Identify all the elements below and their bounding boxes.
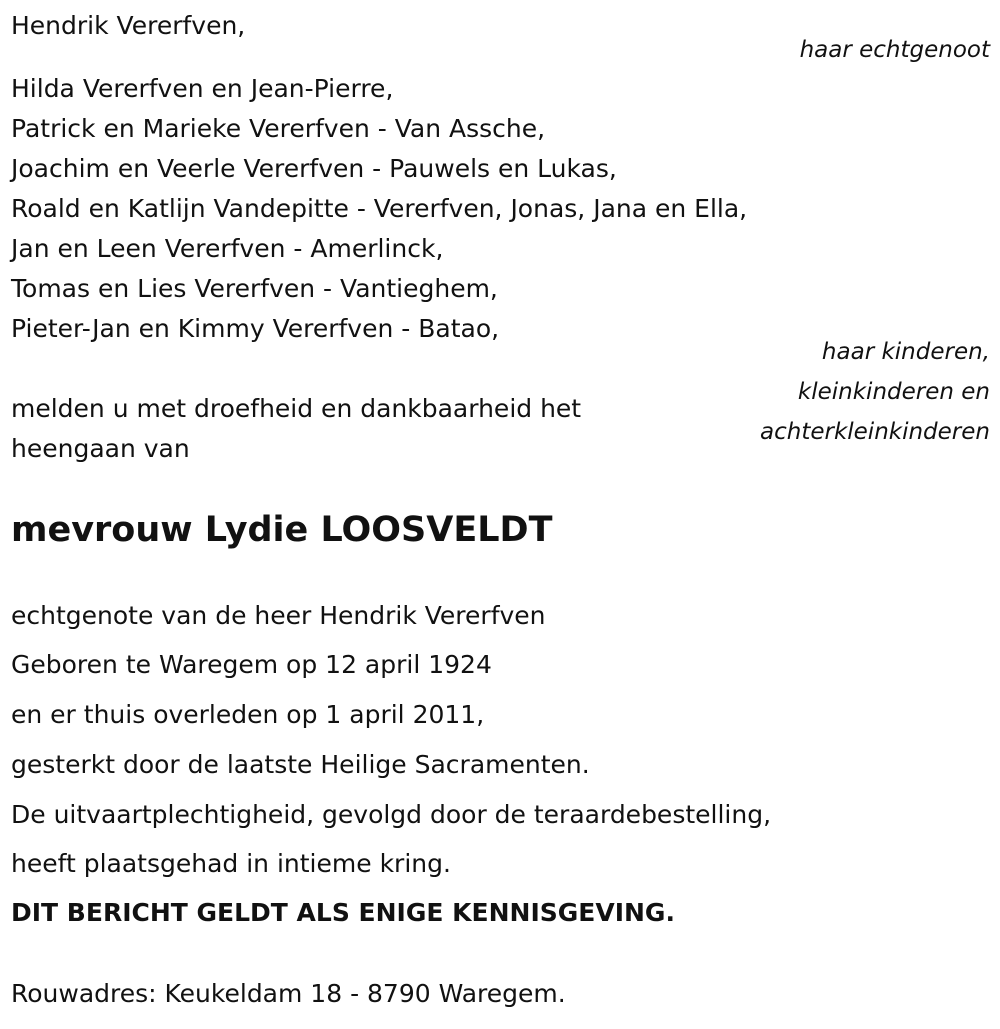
detail-line-3: en er thuis overleden op 1 april 2011, — [11, 700, 485, 729]
children-line-7: Pieter-Jan en Kimmy Vererfven - Batao, — [11, 314, 500, 343]
children-line-1: Hilda Vererfven en Jean-Pierre, — [11, 74, 394, 103]
spouse-name: Hendrik Vererfven, — [11, 11, 246, 40]
detail-line-4: gesterkt door de laatste Heilige Sacramenten. — [11, 750, 590, 779]
children-line-3: Joachim en Veerle Vererfven - Pauwels en Lukas, — [11, 154, 617, 183]
children-line-5: Jan en Leen Vererfven - Amerlinck, — [11, 234, 444, 263]
detail-line-2: Geboren te Waregem op 12 april 1924 — [11, 650, 492, 679]
notice: DIT BERICHT GELDT ALS ENIGE KENNISGEVING. — [11, 898, 675, 927]
address: Rouwadres: Keukeldam 18 - 8790 Waregem. — [11, 979, 566, 1008]
children-role-line-2: kleinkinderen en — [797, 379, 990, 405]
announcement-line-1: melden u met droefheid en dankbaarheid het — [11, 394, 582, 423]
detail-line-6: heeft plaatsgehad in intieme kring. — [11, 849, 451, 878]
children-line-6: Tomas en Lies Vererfven - Vantieghem, — [11, 274, 498, 303]
children-line-4: Roald en Katlijn Vandepitte - Vererfven, Jonas, Jana en Ella, — [11, 194, 748, 223]
detail-line-1: echtgenote van de heer Hendrik Vererfven — [11, 601, 546, 630]
detail-line-5: De uitvaartplechtigheid, gevolgd door de teraardebestelling, — [11, 800, 772, 829]
children-role-line-1: haar kinderen, — [821, 339, 990, 365]
spouse-role: haar echtgenoot — [799, 37, 990, 63]
announcement-line-2: heengaan van — [11, 434, 190, 463]
children-line-2: Patrick en Marieke Vererfven - Van Assche, — [11, 114, 546, 143]
children-role-line-3: achterkleinkinderen — [760, 419, 990, 445]
deceased-name: mevrouw Lydie LOOSVELDT — [11, 510, 553, 550]
